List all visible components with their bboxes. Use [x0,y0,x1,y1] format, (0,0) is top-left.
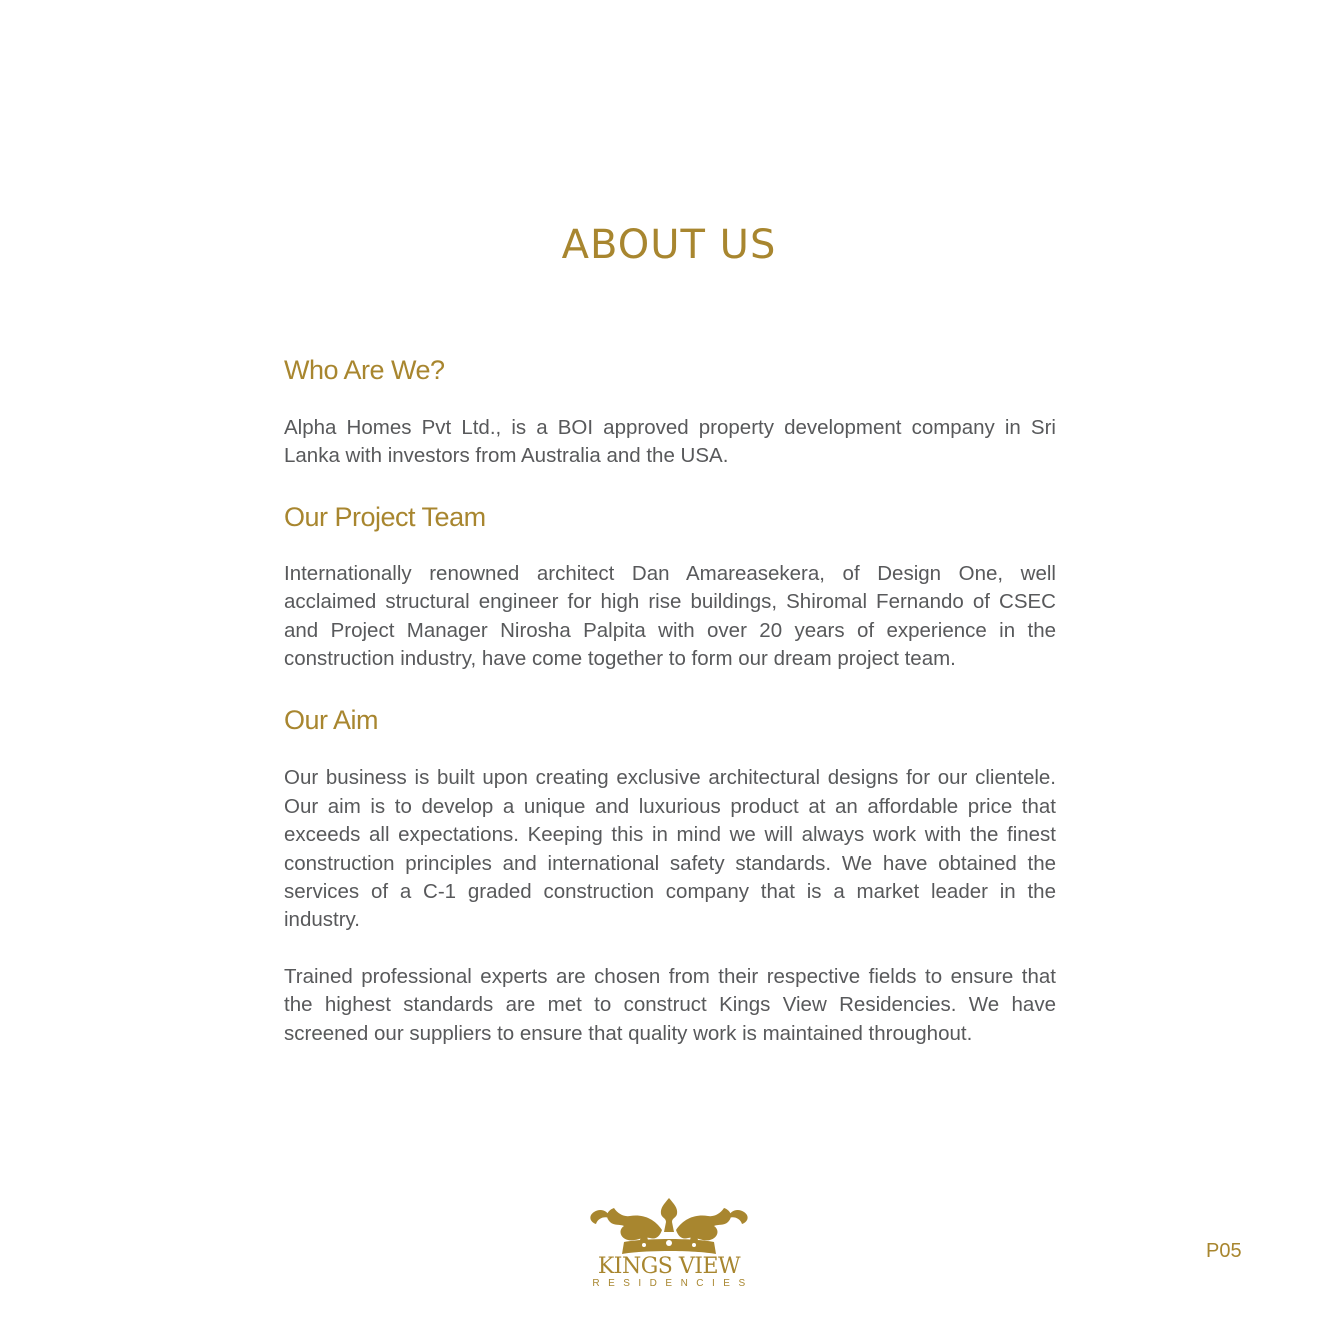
logo-name: KINGS VIEW [597,1254,741,1279]
section-paragraph-who-are-we: Alpha Homes Pvt Ltd., is a BOI approved property development company in Sri Lanka with investors from Australia and the USA. [284,416,1056,468]
section-heading-our-aim: Our Aim [284,705,379,736]
section-paragraph-professionals: Trained professional experts are chosen from their respective fields to ensure that the highest standards are met to construct Kings View Residencies. We have screened our suppliers to ensure that quality work is maintained throughout. [284,964,1056,1045]
page-title: ABOUT US [561,222,777,268]
kings-view-logo [584,1196,754,1296]
section-paragraph-our-aim: Our business is built upon creating exclusive architectural designs for our clientele. Our aim is to develop a unique and luxurious product at an affordable price that exceeds all expectations. Keeping this in mind we will always work with the finest construction principles and international safety standards. We have obtained the services of a C-1 graded construction company that is a market leader in the industry. [284,766,1056,932]
logo-subtitle: RESIDENCIES [592,1278,754,1289]
section-heading-project-team: Our Project Team [284,501,486,532]
about-content [284,350,1056,1048]
page-number: P05 [1206,1240,1242,1262]
section-heading-who-are-we: Who Are We? [284,355,445,385]
section-paragraph-project-team: Internationally renowned architect Dan Amareasekera, of Design One, well acclaimed structural engineer for high rise buildings, Shiromal Fernando of CSEC and Project Manager Nirosha Palpita with over 20 years of experience in the construction industry, have come together to form our dream project team. [284,561,1056,671]
crown-icon [584,1196,754,1258]
